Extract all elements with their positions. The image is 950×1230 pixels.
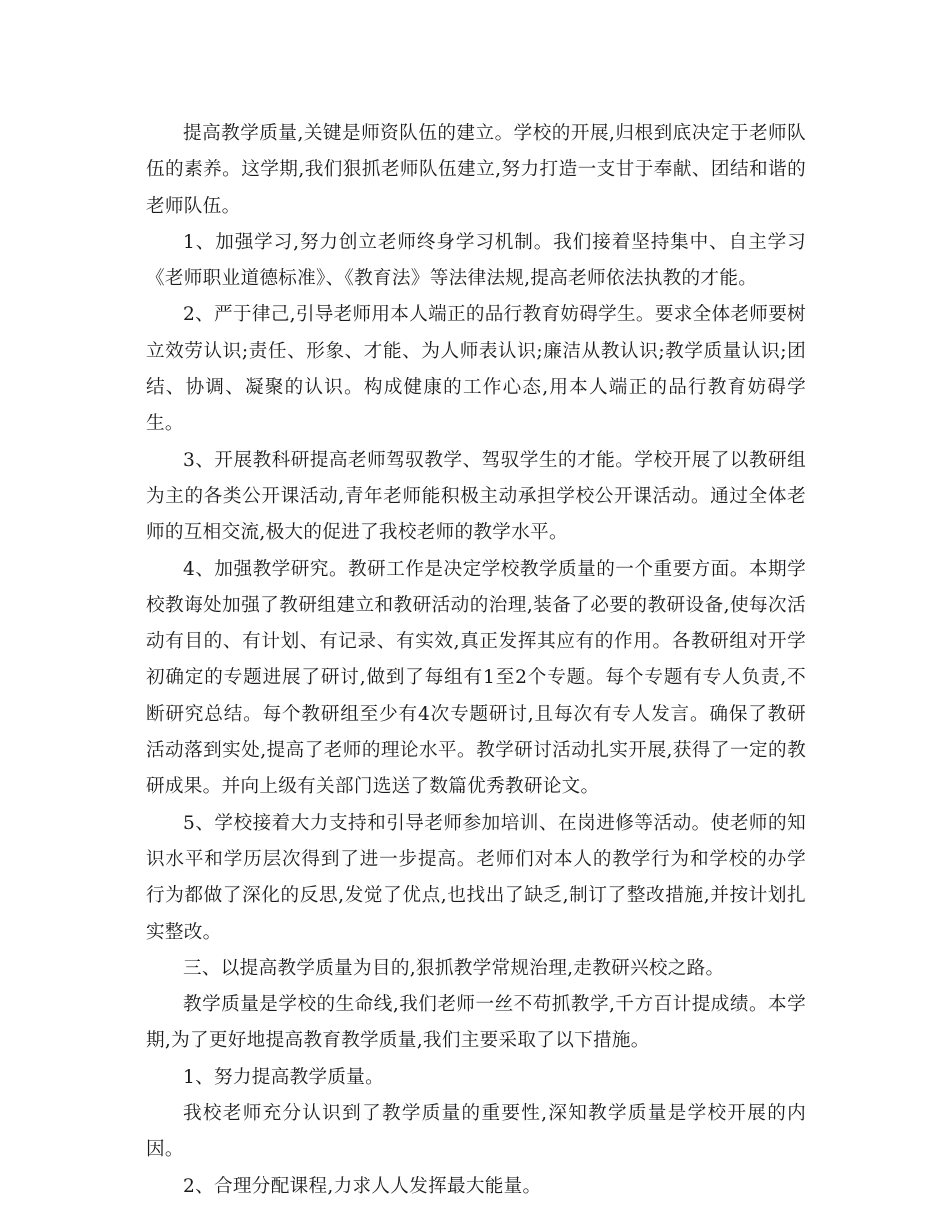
paragraph: 4、加强教学研究。教研工作是决定学校教学质量的一个重要方面。本期学校教诲处加强了教研组建立和教研活动的治理,装备了必要的教研设备,使每次活动有目的、有计划、有记录、有实效,真正发挥其应有的作用。各教研组对开学初确定的专题进展了研讨,做到了每组有1至2个专题。每个专题有专人负责,不断研究总结。每个教研组至少有4次专题研讨,且每次有专人发言。确保了教研活动落到实处,提高了老师的理论水平。教学研讨活动扎实开展,获得了一定的教研成果。并向上级有关部门选送了数篇优秀教研论文。 (146, 558, 806, 798)
paragraph: 2、合理分配课程,力求人人发挥最大能量。 (183, 1175, 542, 1197)
section-heading: 三、以提高教学质量为目的,狠抓教学常规治理,走教研兴校之路。 (183, 957, 725, 979)
paragraph: 3、开展教科研提高老师驾驭教学、驾驭学生的才能。学校开展了以教研组为主的各类公开课活动,青年老师能积极主动承担学校公开课活动。通过全体老师的互相交流,极大的促进了我校老师的教学水平。 (146, 449, 806, 544)
paragraph: 2、严于律己,引导老师用本人端正的品行教育妨碍学生。要求全体老师要树立效劳认识;责任、形象、才能、为人师表认识;廉洁从教认识;教学质量认识;团结、协调、凝聚的认识。构成健康的工作心态,用本人端正的品行教育妨碍学生。 (146, 304, 806, 435)
document-body (146, 116, 806, 1205)
paragraph: 我校老师充分认识到了教学质量的重要性,深知教学质量是学校开展的内因。 (146, 1103, 806, 1161)
paragraph: 1、加强学习,努力创立老师终身学习机制。我们接着坚持集中、自主学习《老师职业道德标准》、《教育法》等法律法规,提高老师依法执教的才能。 (146, 231, 806, 290)
paragraph: 提高教学质量,关键是师资队伍的建立。学校的开展,归根到底决定于老师队伍的素养。这学期,我们狠抓老师队伍建立,努力打造一支甘于奉献、团结和谐的老师队伍。 (146, 123, 806, 217)
paragraph: 教学质量是学校的生命线,我们老师一丝不苟抓教学,千方百计提成绩。本学期,为了更好地提高教育教学质量,我们主要采取了以下措施。 (146, 994, 806, 1052)
paragraph: 1、努力提高教学质量。 (183, 1066, 385, 1088)
paragraph: 5、学校接着大力支持和引导老师参加培训、在岗进修等活动。使老师的知识水平和学历层次得到了进一步提高。老师们对本人的教学行为和学校的办学行为都做了深化的反思,发觉了优点,也找出了缺乏,制订了整改措施,并按计划扎实整改。 (146, 812, 806, 943)
